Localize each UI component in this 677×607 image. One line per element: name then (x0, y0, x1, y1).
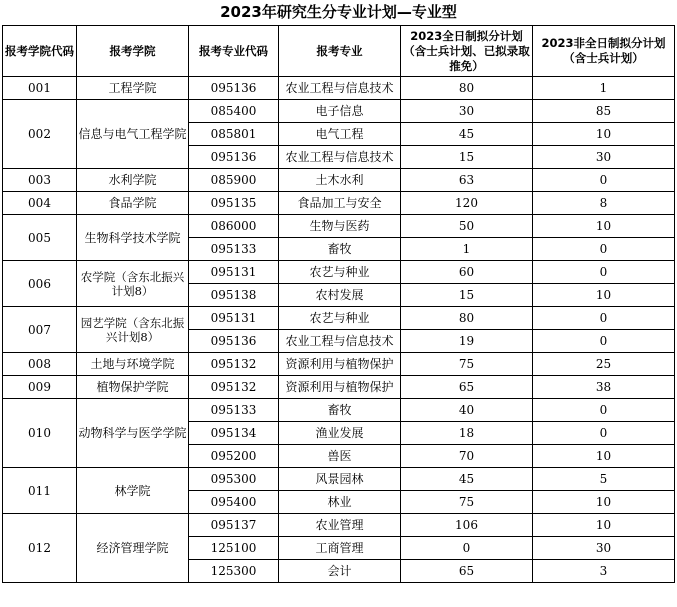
part-time-cell: 10 (533, 284, 675, 307)
college-cell: 动物科学与医学学院 (77, 399, 189, 468)
major-code-cell: 095132 (189, 353, 279, 376)
part-time-cell: 0 (533, 422, 675, 445)
full-time-cell: 30 (401, 100, 533, 123)
header-college: 报考学院 (77, 26, 189, 77)
table-row (3, 215, 675, 238)
major-cell: 林业 (279, 491, 401, 514)
major-code-cell: 095300 (189, 468, 279, 491)
college-code-cell: 011 (3, 468, 77, 514)
major-code-cell: 125300 (189, 560, 279, 583)
major-code-cell: 085400 (189, 100, 279, 123)
college-cell: 植物保护学院 (77, 376, 189, 399)
major-cell: 兽医 (279, 445, 401, 468)
college-code-cell: 009 (3, 376, 77, 399)
full-time-cell: 65 (401, 376, 533, 399)
part-time-cell: 0 (533, 330, 675, 353)
part-time-cell: 0 (533, 261, 675, 284)
table-row (3, 514, 675, 537)
full-time-cell: 120 (401, 192, 533, 215)
major-cell: 农艺与种业 (279, 261, 401, 284)
college-cell: 工程学院 (77, 77, 189, 100)
college-cell: 食品学院 (77, 192, 189, 215)
part-time-cell: 0 (533, 307, 675, 330)
major-cell: 生物与医药 (279, 215, 401, 238)
major-code-cell: 095136 (189, 77, 279, 100)
full-time-cell: 15 (401, 146, 533, 169)
part-time-cell: 25 (533, 353, 675, 376)
college-code-cell: 006 (3, 261, 77, 307)
major-code-cell: 085801 (189, 123, 279, 146)
full-time-cell: 65 (401, 560, 533, 583)
college-cell: 农学院（含东北振兴计划8） (77, 261, 189, 307)
table-header-row (3, 26, 675, 77)
major-code-cell: 086000 (189, 215, 279, 238)
part-time-cell: 1 (533, 77, 675, 100)
major-cell: 农艺与种业 (279, 307, 401, 330)
major-cell: 畜牧 (279, 399, 401, 422)
major-cell: 电子信息 (279, 100, 401, 123)
college-code-cell: 010 (3, 399, 77, 468)
part-time-cell: 5 (533, 468, 675, 491)
college-code-cell: 005 (3, 215, 77, 261)
full-time-cell: 75 (401, 353, 533, 376)
header-part-time-plan: 2023非全日制拟分计划（含士兵计划） (533, 26, 675, 77)
major-code-cell: 095200 (189, 445, 279, 468)
major-cell: 工商管理 (279, 537, 401, 560)
table-row (3, 307, 675, 330)
full-time-cell: 106 (401, 514, 533, 537)
major-cell: 畜牧 (279, 238, 401, 261)
major-cell: 农业工程与信息技术 (279, 330, 401, 353)
major-cell: 农业管理 (279, 514, 401, 537)
major-cell: 农业工程与信息技术 (279, 77, 401, 100)
college-code-cell: 002 (3, 100, 77, 169)
table-row (3, 100, 675, 123)
table-row (3, 261, 675, 284)
major-code-cell: 095137 (189, 514, 279, 537)
college-code-cell: 004 (3, 192, 77, 215)
college-cell: 土地与环境学院 (77, 353, 189, 376)
college-code-cell: 008 (3, 353, 77, 376)
part-time-cell: 10 (533, 445, 675, 468)
part-time-cell: 38 (533, 376, 675, 399)
college-cell: 经济管理学院 (77, 514, 189, 583)
header-college-code: 报考学院代码 (3, 26, 77, 77)
college-cell: 园艺学院（含东北振兴计划8） (77, 307, 189, 353)
full-time-cell: 40 (401, 399, 533, 422)
major-cell: 食品加工与安全 (279, 192, 401, 215)
page-title: 2023年研究生分专业计划—专业型 (220, 3, 457, 21)
part-time-cell: 0 (533, 399, 675, 422)
full-time-cell: 80 (401, 307, 533, 330)
part-time-cell: 8 (533, 192, 675, 215)
table-row (3, 468, 675, 491)
college-cell: 生物科学技术学院 (77, 215, 189, 261)
full-time-cell: 75 (401, 491, 533, 514)
major-cell: 电气工程 (279, 123, 401, 146)
full-time-cell: 45 (401, 468, 533, 491)
major-code-cell: 095131 (189, 261, 279, 284)
full-time-cell: 15 (401, 284, 533, 307)
major-code-cell: 095136 (189, 330, 279, 353)
table-row (3, 77, 675, 100)
part-time-cell: 30 (533, 537, 675, 560)
full-time-cell: 63 (401, 169, 533, 192)
college-code-cell: 007 (3, 307, 77, 353)
major-cell: 资源利用与植物保护 (279, 353, 401, 376)
full-time-cell: 0 (401, 537, 533, 560)
plan-table (2, 25, 675, 583)
major-cell: 农业工程与信息技术 (279, 146, 401, 169)
table-row (3, 169, 675, 192)
full-time-cell: 70 (401, 445, 533, 468)
part-time-cell: 0 (533, 169, 675, 192)
table-row (3, 353, 675, 376)
major-code-cell: 095131 (189, 307, 279, 330)
major-code-cell: 095400 (189, 491, 279, 514)
major-cell: 会计 (279, 560, 401, 583)
header-major-code: 报考专业代码 (189, 26, 279, 77)
college-code-cell: 001 (3, 77, 77, 100)
college-cell: 信息与电气工程学院 (77, 100, 189, 169)
full-time-cell: 1 (401, 238, 533, 261)
part-time-cell: 10 (533, 514, 675, 537)
full-time-cell: 50 (401, 215, 533, 238)
major-code-cell: 095132 (189, 376, 279, 399)
full-time-cell: 60 (401, 261, 533, 284)
table-row (3, 376, 675, 399)
full-time-cell: 18 (401, 422, 533, 445)
major-code-cell: 095133 (189, 238, 279, 261)
major-code-cell: 095133 (189, 399, 279, 422)
full-time-cell: 80 (401, 77, 533, 100)
part-time-cell: 30 (533, 146, 675, 169)
major-cell: 资源利用与植物保护 (279, 376, 401, 399)
major-cell: 风景园林 (279, 468, 401, 491)
major-code-cell: 095134 (189, 422, 279, 445)
part-time-cell: 3 (533, 560, 675, 583)
major-cell: 农村发展 (279, 284, 401, 307)
college-cell: 林学院 (77, 468, 189, 514)
major-cell: 土木水利 (279, 169, 401, 192)
part-time-cell: 10 (533, 123, 675, 146)
major-cell: 渔业发展 (279, 422, 401, 445)
part-time-cell: 0 (533, 238, 675, 261)
college-code-cell: 012 (3, 514, 77, 583)
college-cell: 水利学院 (77, 169, 189, 192)
major-code-cell: 095135 (189, 192, 279, 215)
college-code-cell: 003 (3, 169, 77, 192)
major-code-cell: 095138 (189, 284, 279, 307)
full-time-cell: 19 (401, 330, 533, 353)
header-full-time-plan: 2023全日制拟分计划（含士兵计划、已拟录取推免） (401, 26, 533, 77)
full-time-cell: 45 (401, 123, 533, 146)
major-code-cell: 125100 (189, 537, 279, 560)
major-code-cell: 085900 (189, 169, 279, 192)
major-code-cell: 095136 (189, 146, 279, 169)
part-time-cell: 85 (533, 100, 675, 123)
header-major: 报考专业 (279, 26, 401, 77)
table-row (3, 192, 675, 215)
part-time-cell: 10 (533, 215, 675, 238)
part-time-cell: 10 (533, 491, 675, 514)
table-row (3, 399, 675, 422)
